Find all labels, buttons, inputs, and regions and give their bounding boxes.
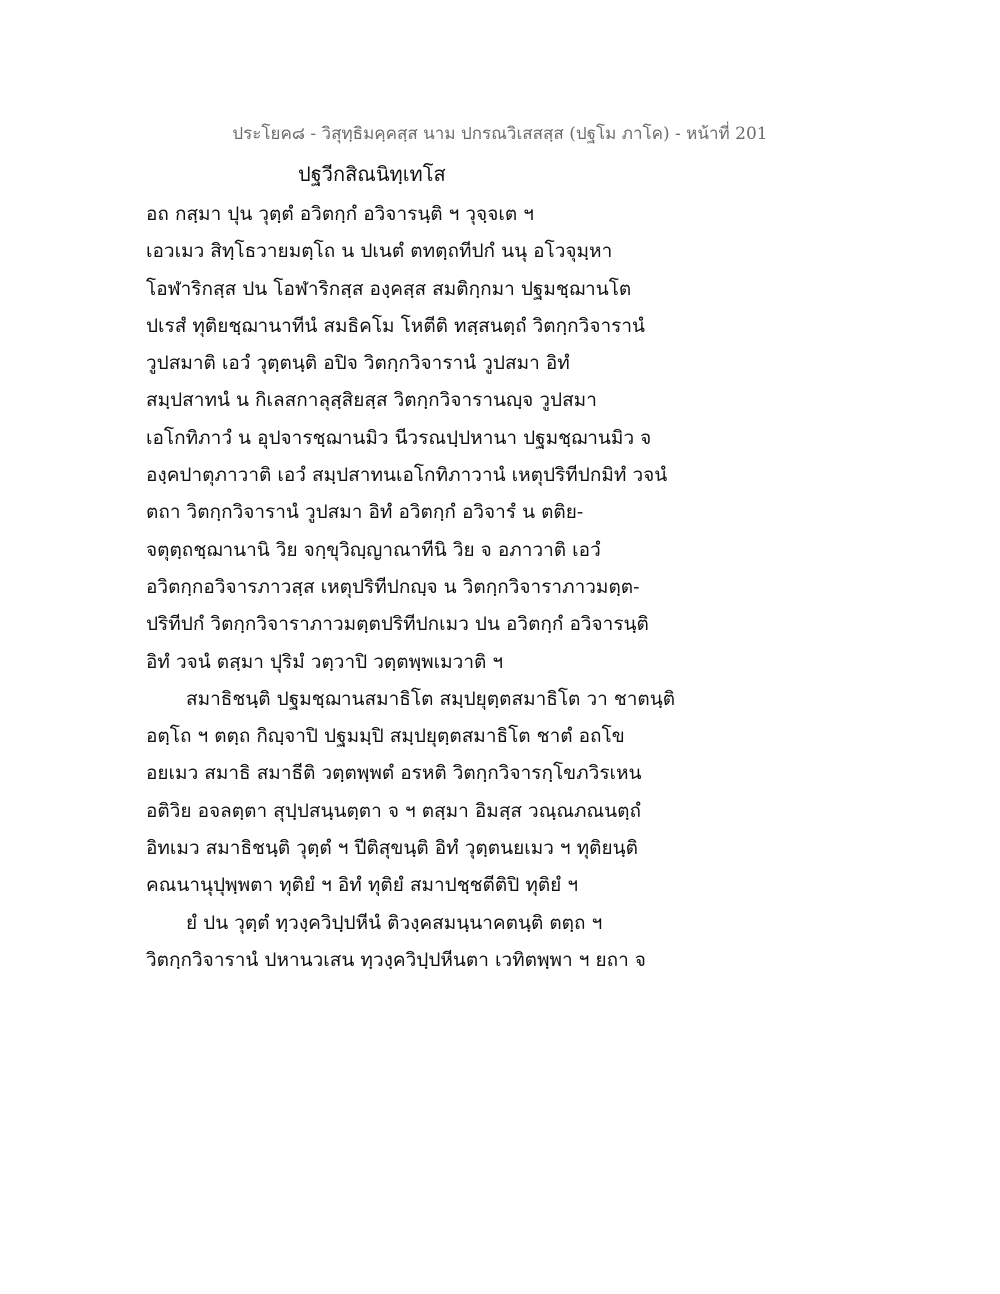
text-line: วูปสมาติ เอวํ วุตฺตนฺติ อปิจ วิตกฺกวิจารานํ วูปสมา อิทํ	[146, 352, 570, 375]
text-line: ปริทีปกํ วิตกฺกวิจาราภาวมตฺตปริทีปกเมว ปน อวิตกฺกํ อวิจารนฺติ	[146, 613, 649, 636]
text-line: เอโกทิภาวํ น อุปจารชฺฌานมิว นีวรณปฺปหานา ปฐมชฺฌานมิว จ	[146, 426, 652, 449]
text-line: อถ กสฺมา ปุน วุตฺตํ อวิตกฺกํ อวิจารนฺติ ฯ วุจฺจเต ฯ	[146, 203, 534, 225]
text-line: อติวิย อจลตฺตา สุปฺปสนฺนตฺตา จ ฯ ตสฺมา อิมสฺส วณฺณภณนตฺถํ	[146, 799, 641, 822]
text-line: คณนานุปุพฺพตา ทุติยํ ฯ อิทํ ทุติยํ สมาปชฺชตีติปิ ทุติยํ ฯ	[146, 874, 579, 897]
text-line: อตฺโถ ฯ ตตฺถ กิญฺจาปิ ปฐมมฺปิ สมฺปยุตฺตสมาธิโต ชาตํ อถโข	[146, 725, 625, 748]
text-line: องฺคปาตุภาวาติ เอวํ สมฺปสาทนเอโกทิภาวานํ เหตุปริทีปกมิทํ วจนํ	[146, 464, 668, 487]
section-title: ปฐวีกสิณนิทฺเทโส	[298, 162, 446, 186]
text-line: สมาธิชนฺติ ปฐมชฺฌานสมาธิโต สมฺปยุตฺตสมาธิโต วา ชาตนฺติ	[186, 687, 676, 710]
text-line: เอวเมว สิทฺโธวายมตฺโถ น ปเนตํ ตทตฺถทีปกํ นนุ อโวจุมฺหา	[146, 240, 613, 263]
text-line: สมฺปสาทนํ น กิเลสกาลุสฺสิยสฺส วิตกฺกวิจารานญฺจ วูปสมา	[146, 389, 597, 412]
text-line: อวิตกฺกอวิจารภาวสฺส เหตุปริทีปกญฺจ น วิตกฺกวิจาราภาวมตฺต-	[146, 575, 640, 598]
text-line: ยํ ปน วุตฺตํ ทฺวงฺควิปฺปหีนํ ติวงฺคสมนฺนาคตนฺติ ตตฺถ ฯ	[186, 911, 603, 934]
text-line: ตถา วิตกฺกวิจารานํ วูปสมา อิทํ อวิตกฺกํ อวิจารํ น ตติย-	[146, 501, 584, 524]
running-header: ประโยค๘ - วิสุทฺธิมคฺคสฺส นาม ปกรณวิเสสสฺส (ปฐโม ภาโค) - หน้าที่ 201	[232, 124, 768, 144]
text-line: อยเมว สมาธิ สมาธีติ วตฺตพฺพตํ อรหติ วิตกฺกวิจารกฺโขภวิรเหน	[146, 762, 642, 785]
text-line: จตุตฺถชฺฌานานิ วิย จกฺขุวิญฺญาณาทีนิ วิย จ อภาวาติ เอวํ	[146, 538, 601, 561]
text-line: โอฬาริกสฺส ปน โอฬาริกสฺส องฺคสฺส สมติกฺกมา ปฐมชฺฌานโต	[146, 277, 632, 300]
text-line: ปเรสํ ทุติยชฺฌานาทีนํ สมธิคโม โหตีติ ทสฺสนตฺถํ วิตกฺกวิจารานํ	[146, 314, 645, 337]
text-line: อิทํ วจนํ ตสฺมา ปุริมํ วตฺวาปิ วตฺตพฺพเมวาติ ฯ	[146, 650, 504, 673]
text-line: วิตกฺกวิจารานํ ปหานวเสน ทฺวงฺควิปฺปหีนตา เวทิตพฺพา ฯ ยถา จ	[146, 948, 646, 971]
text-line: อิทเมว สมาธิชนฺติ วุตฺตํ ฯ ปีติสุขนฺติ อิทํ วุตฺตนยเมว ฯ ทุติยนฺติ	[146, 837, 638, 860]
body-text	[146, 196, 866, 979]
